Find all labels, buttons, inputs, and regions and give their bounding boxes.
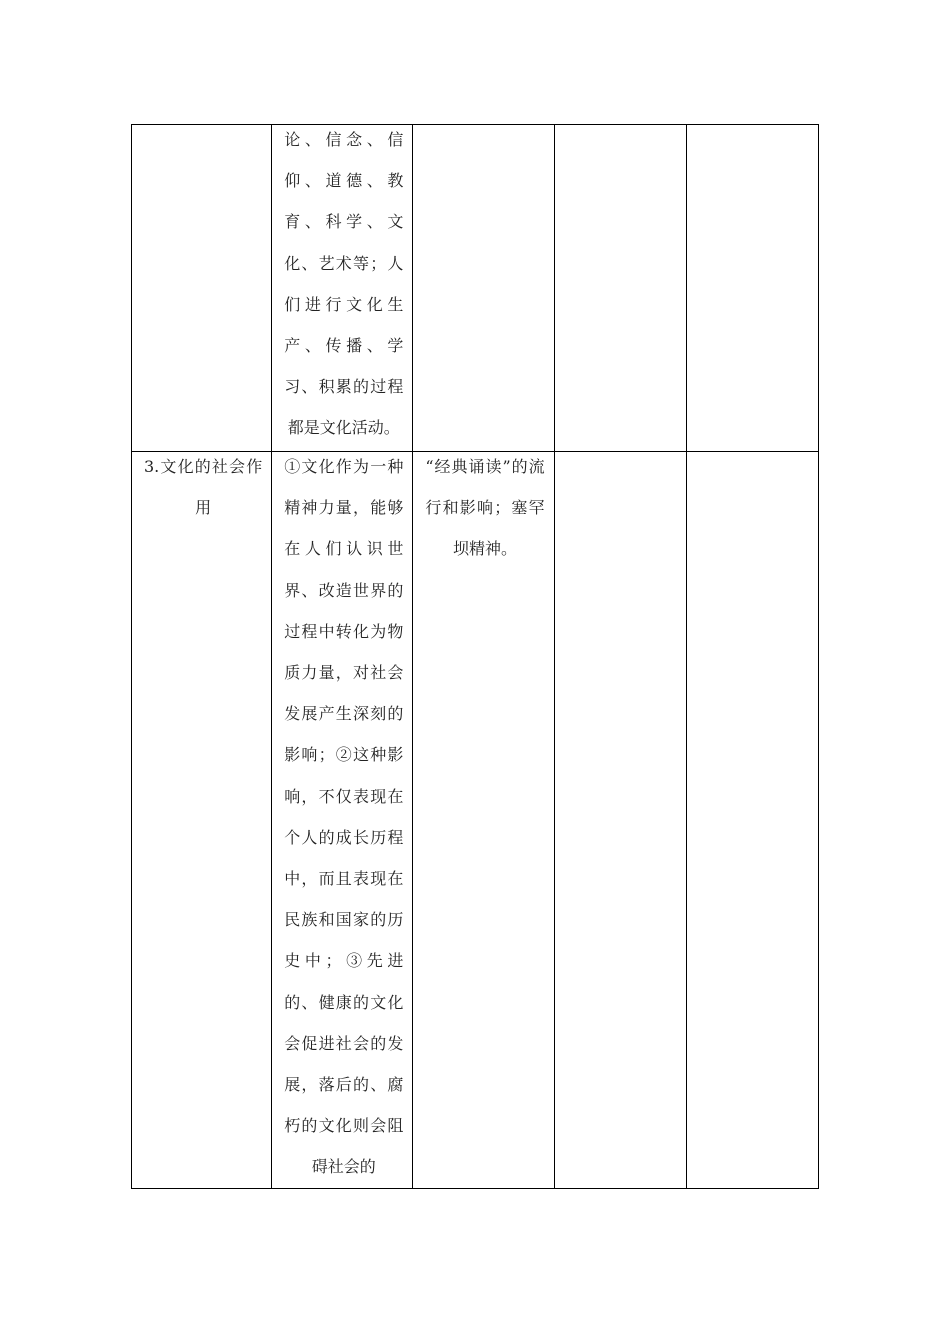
table-cell-example: [413, 125, 554, 452]
table-cell-empty: [686, 452, 818, 1189]
table-cell-topic: [132, 125, 272, 452]
cell-text: 论、信念、信仰、道德、教育、科学、文化、艺术等；人们进行文化生产、传播、学习、积累的过程都是文化活动。: [284, 130, 404, 438]
cell-text: ①文化作为一种精神力量，能够在人们认识世界、改造世界的过程中转化为物质力量，对社会发展产生深刻的影响；②这种影响，不仅表现在个人的成长历程中，而且表现在民族和国家的历史中；③先进的、健康的文化会促进社会的发展，落后的、腐朽的文化则会阻碍社会的: [284, 457, 404, 1177]
content-table: [131, 124, 819, 1189]
table-row: [132, 452, 819, 1189]
table-cell-empty: [554, 125, 686, 452]
table-cell-example: [413, 452, 554, 1189]
table-row: [132, 125, 819, 452]
cell-text: “经典诵读”的流行和影响；塞罕坝精神。: [425, 457, 545, 559]
table-cell-empty: [554, 452, 686, 1189]
table-cell-topic: [132, 452, 272, 1189]
cell-text: 3.文化的社会作用: [144, 457, 263, 518]
table-cell-content: [272, 452, 413, 1189]
table-cell-content: [272, 125, 413, 452]
table-cell-empty: [686, 125, 818, 452]
